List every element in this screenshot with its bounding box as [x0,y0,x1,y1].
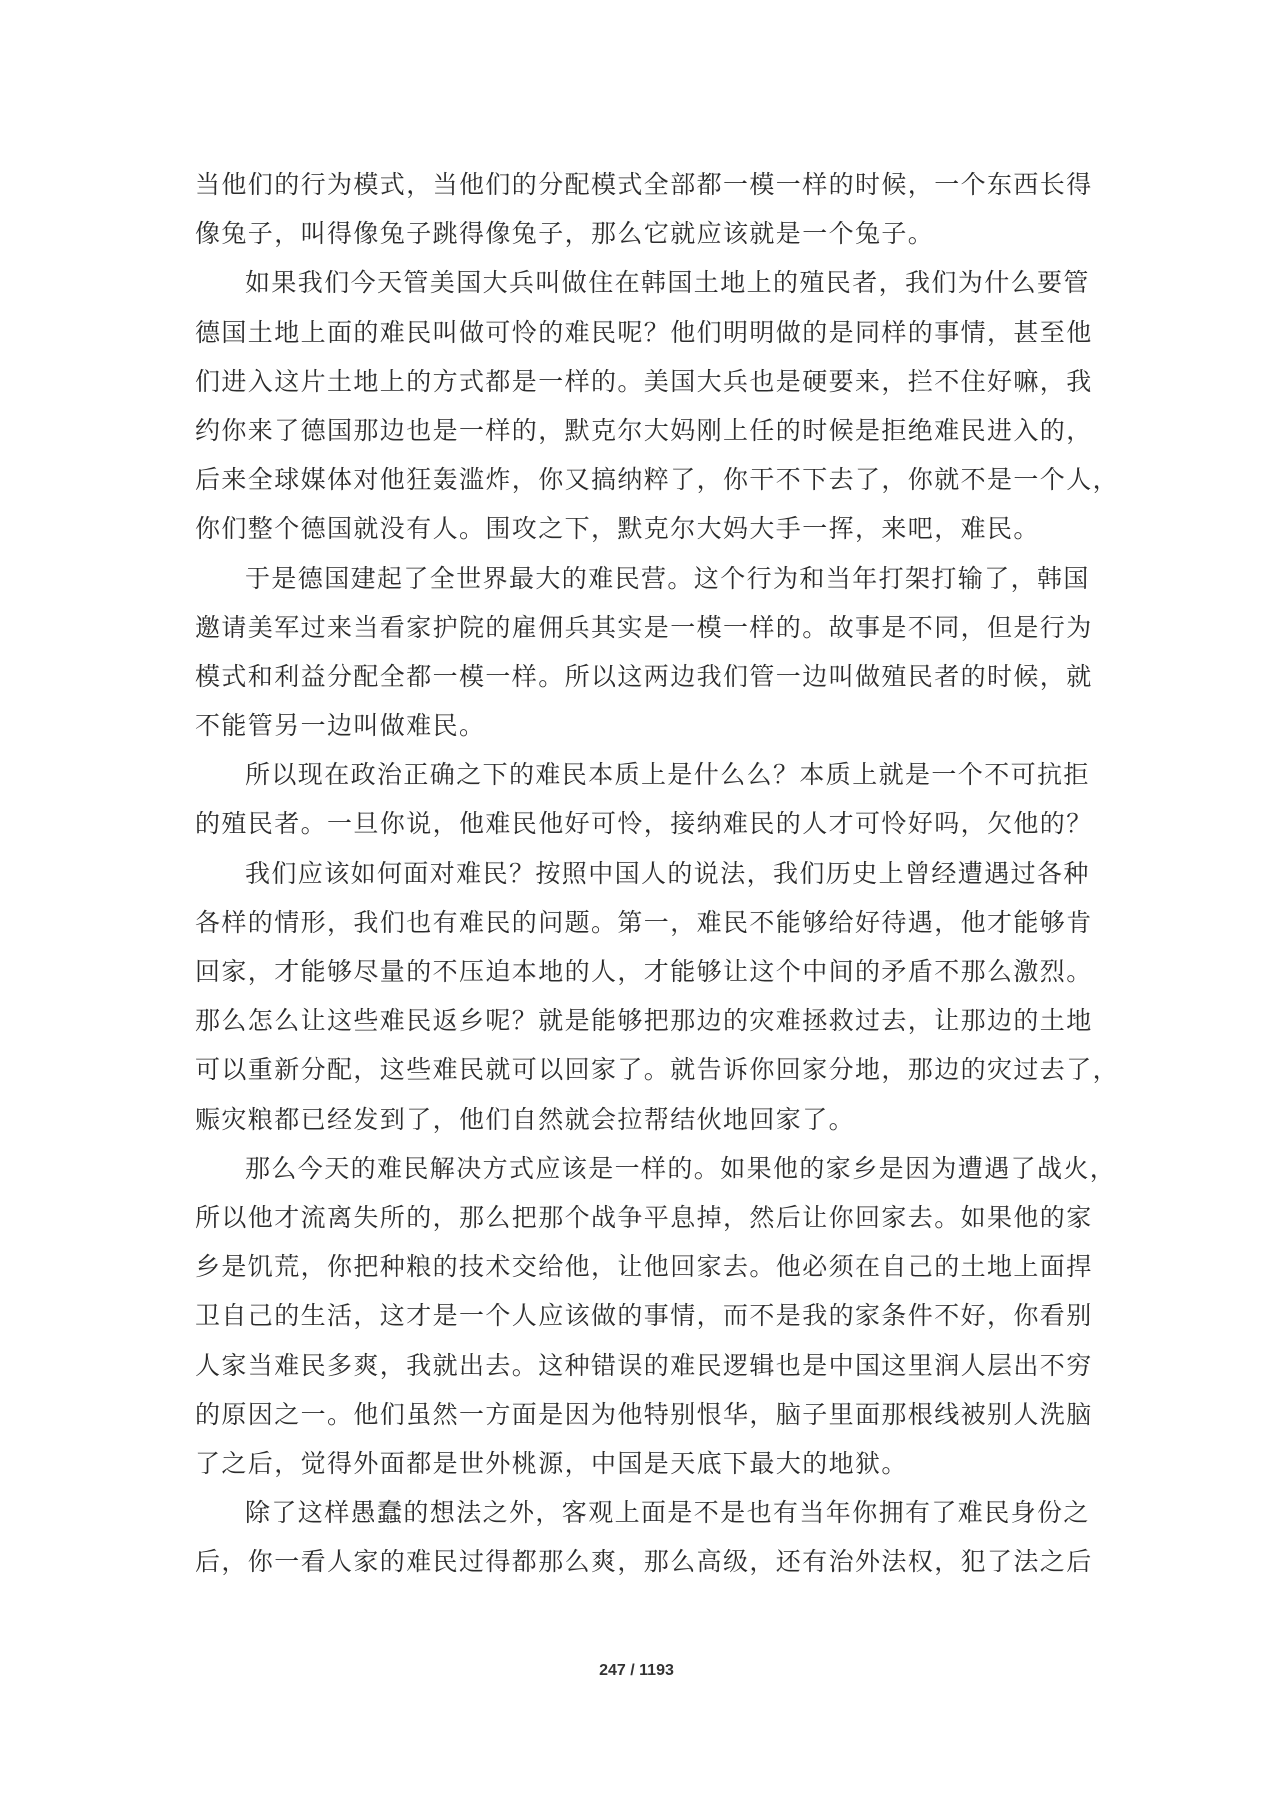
text-line: 所以他才流离失所的，那么把那个战争平息掉，然后让你回家去。如果他的家 [195,1202,1093,1232]
text-line: 邀请美军过来当看家护院的雇佣兵其实是一模一样的。故事是不同，但是行为 [195,612,1093,642]
text-line: 可以重新分配，这些难民就可以回家了。就告诉你回家分地，那边的灾过去了， [195,1055,1120,1085]
text-line: 德国土地上面的难民叫做可怜的难民呢？他们明明做的是同样的事情，甚至他 [195,317,1093,347]
text-line: 的殖民者。一旦你说，他难民他好可怜，接纳难民的人才可怜好吗，欠他的？ [195,809,1093,839]
text-line: 约你来了德国那边也是一样的，默克尔大妈刚上任的时候是拒绝难民进入的， [195,415,1093,445]
text-line: 如果我们今天管美国大兵叫做住在韩国土地上的殖民者，我们为什么要管 [245,268,1090,298]
text-line: 后，你一看人家的难民过得都那么爽，那么高级，还有治外法权，犯了法之后 [195,1547,1093,1577]
text-line: 人家当难民多爽，我就出去。这种错误的难民逻辑也是中国这里润人层出不穷 [195,1350,1093,1380]
document-body [195,160,1120,1586]
text-line: 的原因之一。他们虽然一方面是因为他特别恨华，脑子里面那根线被别人洗脑 [195,1399,1093,1429]
text-line: 当他们的行为模式，当他们的分配模式全部都一模一样的时候，一个东西长得 [195,170,1093,199]
text-line: 赈灾粮都已经发到了，他们自然就会拉帮结伙地回家了。 [195,1104,856,1134]
text-line: 回家，才能够尽量的不压迫本地的人，才能够让这个中间的矛盾不那么激烈。 [195,957,1093,986]
text-line: 乡是饥荒，你把种粮的技术交给他，让他回家去。他必须在自己的土地上面捍 [195,1252,1093,1282]
text-line: 除了这样愚蠢的想法之外，客观上面是不是也有当年你拥有了难民身份之 [245,1498,1090,1528]
text-line: 像兔子，叫得像兔子跳得像兔子，那么它就应该就是一个兔子。 [195,219,935,249]
text-line: 各样的情形，我们也有难民的问题。第一，难民不能够给好待遇，他才能够肯 [195,907,1093,937]
text-line: 你们整个德国就没有人。围攻之下，默克尔大妈大手一挥，来吧，难民。 [195,514,1040,544]
text-line: 们进入这片土地上的方式都是一样的。美国大兵也是硬要来，拦不住好嘛，我 [195,366,1093,396]
page-number: 247 / 1193 [599,1662,674,1679]
text-line: 那么怎么让这些难民返乡呢？就是能够把那边的灾难拯救过去，让那边的土地 [195,1006,1093,1036]
text-line: 模式和利益分配全都一模一样。所以这两边我们管一边叫做殖民者的时候，就 [195,661,1093,691]
text-line: 所以现在政治正确之下的难民本质上是什么么？本质上就是一个不可抗拒 [245,760,1090,790]
text-line: 不能管另一边叫做难民。 [195,711,486,741]
text-line: 卫自己的生活，这才是一个人应该做的事情，而不是我的家条件不好，你看别 [195,1301,1093,1331]
text-line: 后来全球媒体对他狂轰滥炸，你又搞纳粹了，你干不下去了，你就不是一个人， [195,465,1120,495]
text-line: 我们应该如何面对难民？按照中国人的说法，我们历史上曾经遭遇过各种 [245,858,1090,888]
text-line: 那么今天的难民解决方式应该是一样的。如果他的家乡是因为遭遇了战火， [245,1153,1117,1183]
text-line: 了之后，觉得外面都是世外桃源，中国是天底下最大的地狱。 [195,1448,908,1478]
text-line: 于是德国建起了全世界最大的难民营。这个行为和当年打架打输了，韩国 [245,563,1090,593]
